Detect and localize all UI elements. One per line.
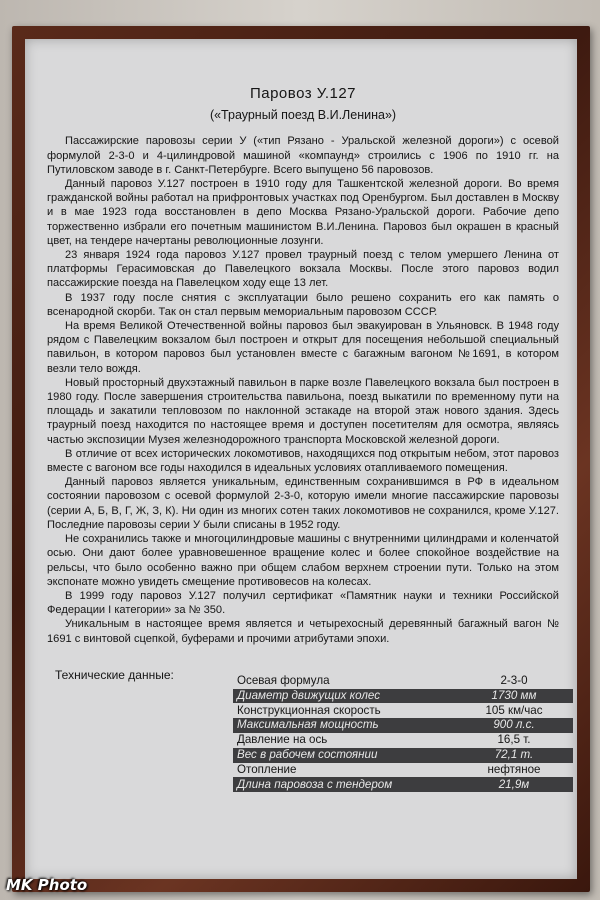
tech-label: Диаметр движущих колес bbox=[233, 689, 455, 704]
tech-label: Давление на ось bbox=[237, 733, 328, 747]
paragraph: Пассажирские паровозы серии У («тип Рязано - Уральской железной дороги») с осевой формулой 2-3-0 и 4-цилиндровой машиной «компаунд» строились с 1906 по 1910 гг. на Путиловском заводе в г. Санкт-Петербурге. Всего выпущено 56 паровозов. bbox=[47, 135, 559, 176]
tech-value: 1730 мм bbox=[455, 689, 573, 704]
table-row bbox=[233, 733, 573, 748]
tech-value: 105 км/час bbox=[485, 703, 543, 717]
paragraph: На время Великой Отечественной войны паровоз был эвакуирован в Ульяновск. В 1948 году рядом с Павелецким вокзалом был построен и открыт для посещения небольшой специальный павильон, в котором паровоз был установлен вместе с багажным вагоном №1691, в котором везли тело вождя. bbox=[47, 320, 559, 375]
tech-label: Максимальная мощность bbox=[233, 718, 455, 733]
table-row bbox=[233, 703, 573, 718]
table-row bbox=[233, 748, 573, 763]
table-row bbox=[233, 777, 573, 792]
tech-value: 72,1 т. bbox=[455, 748, 573, 763]
paragraph: Данный паровоз У.127 построен в 1910 году для Ташкентской железной дороги. Во время гражданской войны работал на прифронтовых участках под Оренбургом. Был доставлен в Москву и в мае 1923 года восстановлен в депо Москва Рязано-Уральской дороги. Рабочие депо торжественно избрали его почетным машинистом В.И.Ленина. Паровоз был окрашен в красный цвет, на тендере начертаны революционные лозунги. bbox=[47, 178, 559, 247]
table-row bbox=[233, 763, 573, 778]
tech-label: Отопление bbox=[237, 762, 297, 776]
tech-value: 900 л.с. bbox=[455, 718, 573, 733]
tech-label: Конструкционная скорость bbox=[237, 703, 381, 717]
plaque-title: Паровоз У.127 bbox=[249, 85, 357, 102]
photo-watermark: MK Photo bbox=[6, 876, 88, 894]
technical-data-table bbox=[233, 674, 573, 792]
technical-data-section bbox=[47, 667, 559, 791]
tech-value: нефтяное bbox=[487, 762, 541, 776]
technical-data-title: Технические данные: bbox=[55, 667, 174, 682]
tech-label: Вес в рабочем состоянии bbox=[233, 748, 455, 763]
paragraph: Данный паровоз является уникальным, единственным сохранившимся в РФ в идеальном состоянии паровозом с осевой формулой 2-3-0, которую имели многие пассажирские паровозы (серии А, Б, В, Г, Ж, З, К). Ни один из многих сотен таких локомотивов не сохранился, кроме У.127. Последние паровозы серии У были списаны в 1952 году. bbox=[47, 476, 559, 531]
tech-value: 16,5 т. bbox=[497, 733, 531, 747]
table-row bbox=[233, 718, 573, 733]
tech-label: Осевая формула bbox=[237, 674, 330, 688]
table-row bbox=[233, 689, 573, 704]
paragraph: 23 января 1924 года паровоз У.127 провел траурный поезд с телом умершего Ленина от платформы Герасимовская до Павелецкого вокзала Москвы. После этого паровоз водил пассажирские поезда на Павелецком ходу еще 13 лет. bbox=[47, 249, 559, 290]
tech-value: 2-3-0 bbox=[500, 674, 528, 688]
picture-frame bbox=[12, 26, 590, 892]
plaque-body bbox=[47, 134, 559, 645]
paragraph: В 1937 году после снятия с эксплуатации было решено сохранить его как память о всенародной скорби. Так он стал первым мемориальным паровозом СССР. bbox=[47, 291, 559, 318]
plaque-subtitle: («Траурный поезд В.И.Ленина») bbox=[209, 108, 397, 123]
plaque-mat bbox=[25, 39, 577, 879]
paragraph: Уникальным в настоящее время является и четырехосный деревянный багажный вагон № 1691 с винтовой сцепкой, буферами и прочими атрибутами эпохи. bbox=[47, 618, 559, 645]
paragraph: Не сохранились также и многоцилиндровые машины с внутренними цилиндрами и коленчатой осью. Они дают более уравновешенное вращение колес и более спокойное воздействие на рельсы, что было особенно важно при общем слабом верхнем строении пути. Только на этом экспонате можно увидеть смещение противовесов на колесах. bbox=[47, 533, 559, 588]
paragraph: Новый просторный двухэтажный павильон в парке возле Павелецкого вокзала был построен в 1980 году. После завершения строительства павильона, поезд выкатили по временному пути на площадь и закатили тепловозом по наклонной эстакаде на второй этаж нового здания. Здесь траурный поезд находится по настоящее время и доступен посетителям для осмотра, являясь частью экспозиции Музея железнодорожного транспорта Московской железной дороги. bbox=[47, 376, 559, 446]
tech-label: Длина паровоза с тендером bbox=[233, 777, 455, 792]
tech-value: 21,9м bbox=[455, 777, 573, 792]
paragraph: В отличие от всех исторических локомотивов, находящихся под открытым небом, этот паровоз вместе с вагоном все годы находился в идеальных условиях отапливаемого помещения. bbox=[47, 447, 559, 475]
table-row bbox=[233, 674, 573, 689]
paragraph: В 1999 году паровоз У.127 получил сертификат «Памятник науки и техники Российской Федерации I категории» за № 350. bbox=[47, 589, 559, 617]
plaque-sheet bbox=[47, 59, 559, 863]
